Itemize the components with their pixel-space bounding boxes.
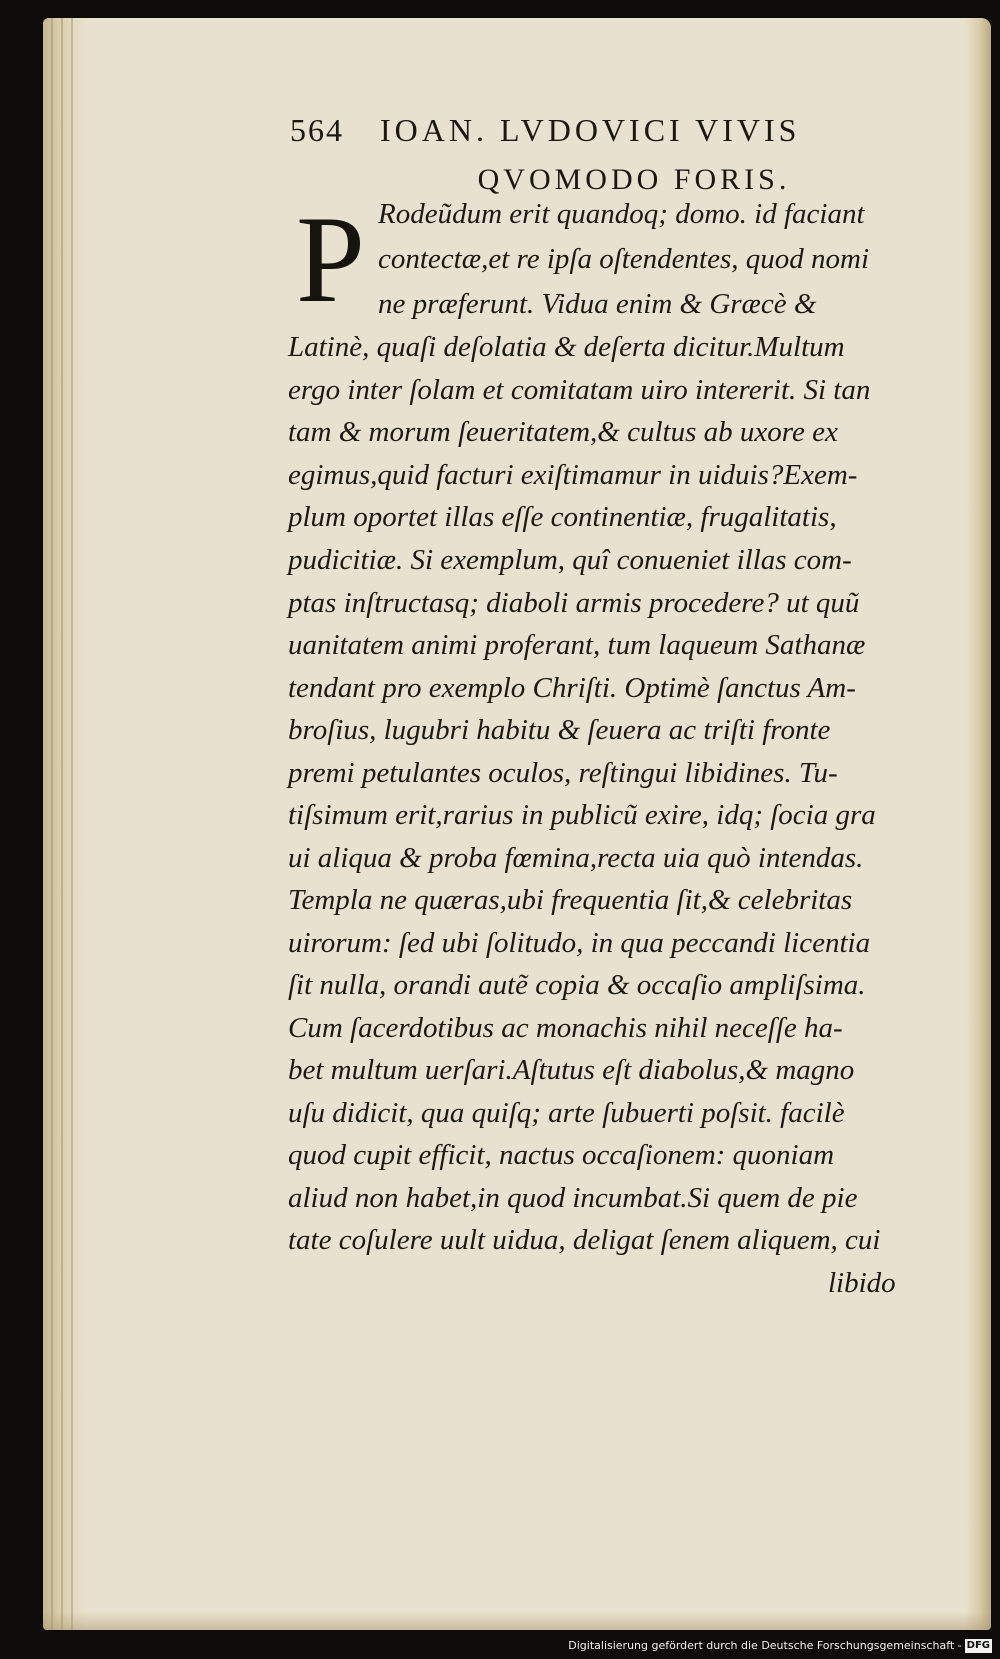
credit-text: Digitalisierung gefördert durch die Deutsche Forschungsgemeinschaft - xyxy=(568,1639,962,1652)
text-line: plum oportet illas eſſe continentiæ, frugalitatis, xyxy=(288,501,837,533)
gutter-shadow xyxy=(965,18,991,1630)
text-line: tiſsimum erit,rarius in publicũ exire, idq; ſocia gra xyxy=(288,799,876,831)
text-line: tam & morum ſeueritatem,& cultus ab uxore ex xyxy=(288,416,838,448)
text-line: aliud non habet,in quod incumbat.Si quem de pie xyxy=(288,1182,858,1214)
running-head-title: IOAN. LVDOVICI VIVIS xyxy=(380,112,801,148)
text-line: tendant pro exemplo Chriſti. Optimè ſanctus Am- xyxy=(288,672,856,704)
text-line: ptas inſtructasq; diaboli armis procedere? ut quũ xyxy=(288,587,860,619)
text-line: ſit nulla, orandi autẽ copia & occaſio ampliſsima. xyxy=(288,969,866,1001)
text-line: ergo inter ſolam et comitatam uiro intererit. Si tan xyxy=(288,374,871,406)
digitization-credit xyxy=(0,1632,1000,1659)
text-line: ui aliqua & proba fœmina,recta uia quò intendas. xyxy=(288,842,864,874)
text-line: premi petulantes oculos, reſtingui libidines. Tu- xyxy=(288,757,838,789)
dfg-logo-icon: DFG xyxy=(966,1640,990,1651)
section-title: QVOMODO FORIS. xyxy=(477,163,791,196)
text-line: pudicitiæ. Si exemplum, quî conueniet illas com- xyxy=(288,544,852,576)
text-line: bet multum uerſari.Aſtutus eſt diabolus,& magno xyxy=(288,1054,855,1086)
text-line: tate coſulere uult uidua, deligat ſenem aliquem, cui xyxy=(288,1224,881,1256)
catchword: libido xyxy=(828,1267,896,1299)
text-line: ne præferunt. Vidua enim & Græcè & xyxy=(378,288,817,320)
bottom-shadow xyxy=(43,1612,991,1630)
text-line: Cum ſacerdotibus ac monachis nihil neceſſe ha- xyxy=(288,1012,843,1044)
text-line: Latinè, quaſi deſolatia & deſerta dicitur.Multum xyxy=(288,331,845,363)
page-edge-line xyxy=(51,18,53,1630)
text-line: uſu didicit, qua quiſq; arte ſubuerti poſsit. facilè xyxy=(288,1097,845,1129)
text-line: egimus,quid facturi exiſtimamur in uiduis?Exem- xyxy=(288,459,858,491)
page-edge-line xyxy=(71,18,73,1630)
text-line: broſius, lugubri habitu & ſeuera ac triſti fronte xyxy=(288,714,831,746)
page-stack-edge xyxy=(43,18,87,1630)
text-line: Rodeũdum erit quandoq; domo. id faciant xyxy=(378,198,865,230)
text-line: quod cupit efficit, nactus occaſionem: quoniam xyxy=(288,1139,835,1171)
page-number: 564 xyxy=(290,112,344,148)
text-line: contectæ,et re ipſa oſtendentes, quod nomi xyxy=(378,243,870,275)
text-line: uirorum: ſed ubi ſolitudo, in qua peccandi licentia xyxy=(288,927,871,959)
text-line: uanitatem animi proferant, tum laqueum Sathanæ xyxy=(288,629,866,661)
text-line: Templa ne quæras,ubi frequentia ſit,& celebritas xyxy=(288,884,853,916)
running-head xyxy=(290,112,890,149)
page-edge-line xyxy=(61,18,63,1630)
drop-cap: P xyxy=(296,191,365,328)
